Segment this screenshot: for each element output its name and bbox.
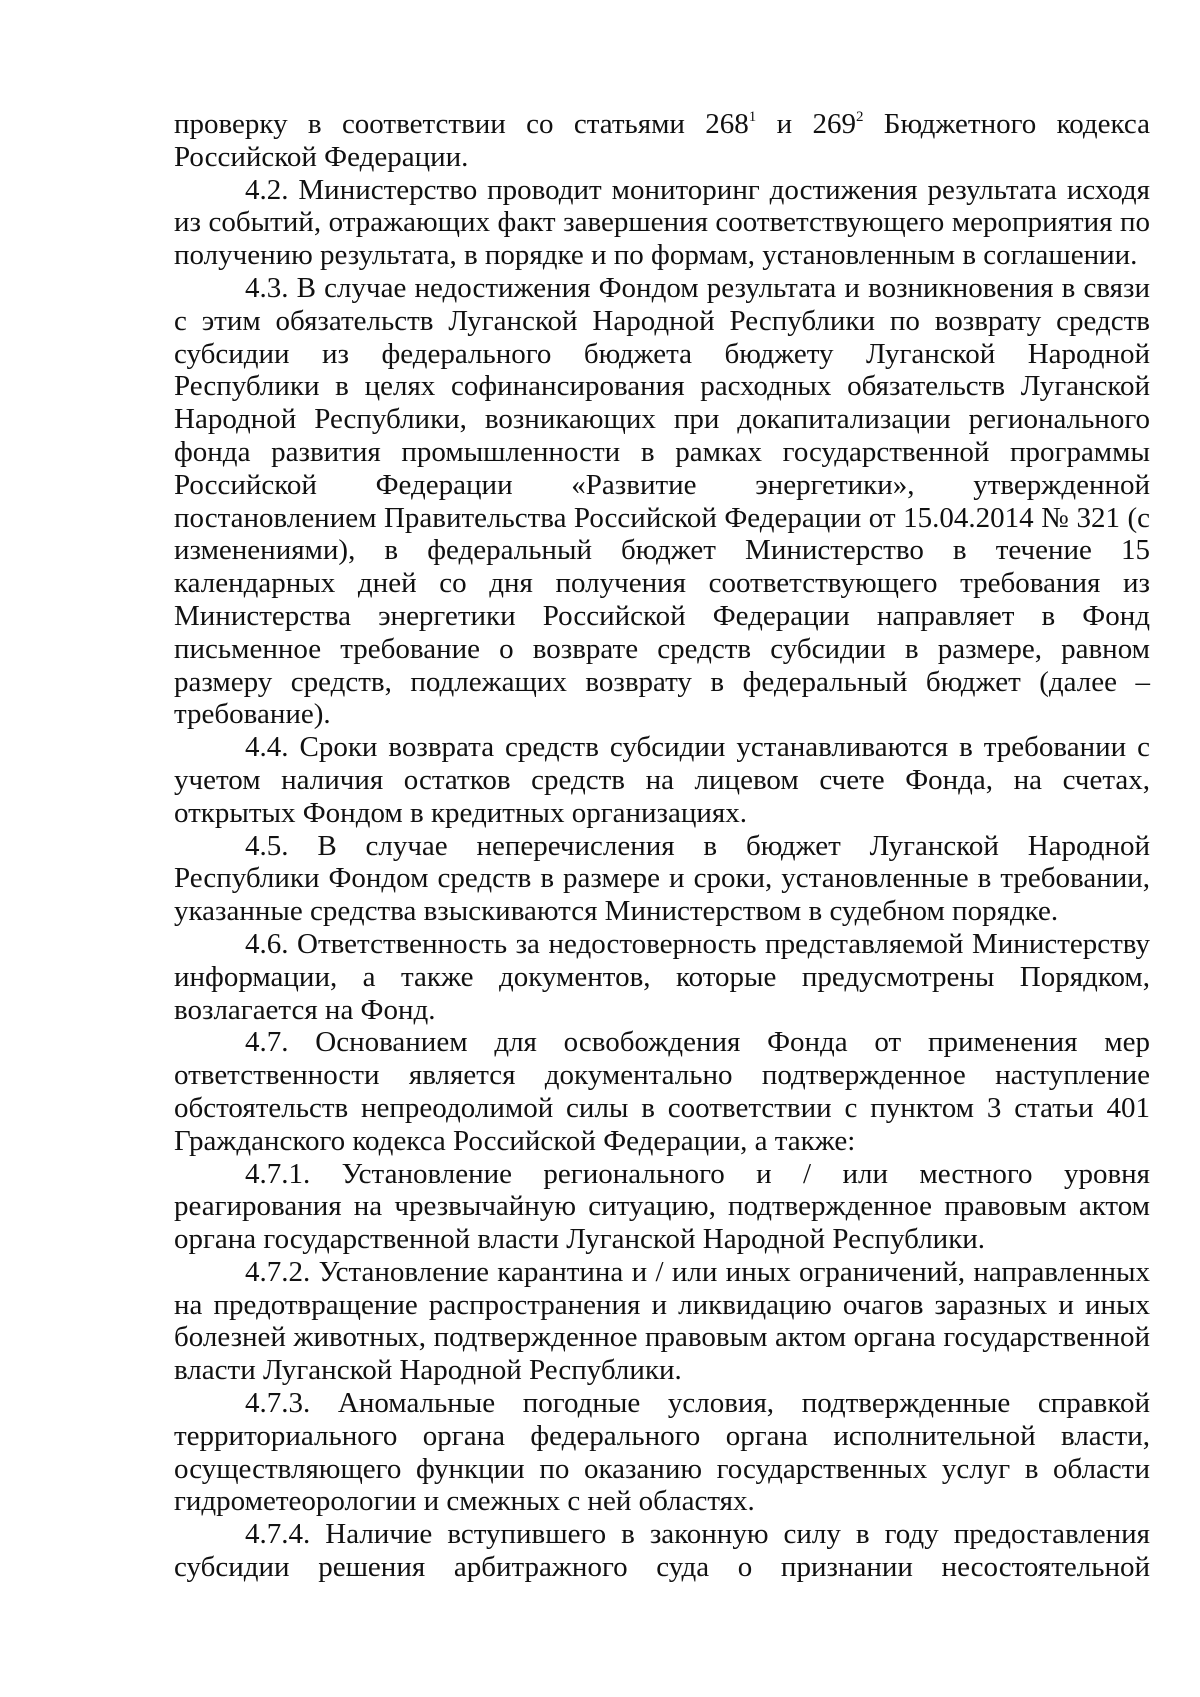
paragraph-4-6: 4.6. Ответственность за недостоверность представляемой Министерству информации, а также документов, которые предусмотрены Порядком, возлагается на Фонд.	[174, 927, 1150, 1026]
paragraph-4-5: 4.5. В случае неперечисления в бюджет Луганской Народной Республики Фондом средств в размере и сроки, установленные в требовании, указанные средства взыскиваются Министерством в судебном порядке.	[174, 829, 1150, 928]
paragraph-4-2: 4.2. Министерство проводит мониторинг достижения результата исходя из событий, отражающих факт завершения соответствующего мероприятия по получению результата, в порядке и по формам, установленным в соглашении.	[174, 173, 1150, 272]
paragraph-4-7-1: 4.7.1. Установление регионального и / или местного уровня реагирования на чрезвычайную ситуацию, подтвержденное правовым актом органа государственной власти Луганской Народной Республики.	[174, 1157, 1150, 1256]
paragraph-4-3: 4.3. В случае недостижения Фондом результата и возникновения в связи с этим обязательств Луганской Народной Республики по возврату средств субсидии из федерального бюджета бюджету Луганской Народной Республики в целях софинансирования расходных обязательств Луганской Народной Республики, возникающих при докапитализации регионального фонда развития промышленности в рамках государственной программы Российской Федерации «Развитие энергетики», утвержденной постановлением Правительства Российской Федерации от 15.04.2014 № 321 (с изменениями), в федеральный бюджет Министерство в течение 15 календарных дней со дня получения соответствующего требования из Министерства энергетики Российской Федерации направляет в Фонд письменное требование о возврате средств субсидии в размере, равном размеру средств, подлежащих возврату в федеральный бюджет (далее – требование).	[174, 271, 1150, 731]
document-page	[174, 108, 1150, 1584]
text-segment: проверку в соответствии со статьями 268	[174, 108, 749, 140]
superscript-1: 1	[748, 109, 757, 125]
paragraph-4-7-3: 4.7.3. Аномальные погодные условия, подтвержденные справкой территориального органа федерального органа исполнительной власти, осуществляющего функции по оказанию государственных услуг в области гидрометеорологии и смежных с ней областях.	[174, 1387, 1150, 1518]
paragraph-4-4: 4.4. Сроки возврата средств субсидии устанавливаются в требовании с учетом наличия остатков средств на лицевом счете Фонда, на счетах, открытых Фондом в кредитных организациях.	[174, 731, 1150, 829]
paragraph-4-7: 4.7. Основанием для освобождения Фонда от применения мер ответственности является документально подтвержденное наступление обстоятельств непреодолимой силы в соответствии с пунктом 3 статьи 401 Гражданского кодекса Российской Федерации, а также:	[174, 1026, 1150, 1157]
text-segment: Бюджетного кодекса Российской Федерации.	[174, 108, 1150, 173]
superscript-2: 2	[855, 109, 864, 125]
paragraph-4-7-2: 4.7.2. Установление карантина и / или иных ограничений, направленных на предотвращение распространения и ликвидацию очагов заразных и иных болезней животных, подтвержденное правовым актом органа государственной власти Луганской Народной Республики.	[174, 1255, 1150, 1387]
text-segment: и 269	[756, 108, 856, 140]
paragraph-continuation	[174, 108, 1150, 174]
paragraph-4-7-4: 4.7.4. Наличие вступившего в законную силу в году предоставления субсидии решения арбитражного суда о признании несостоятельной	[174, 1518, 1150, 1584]
